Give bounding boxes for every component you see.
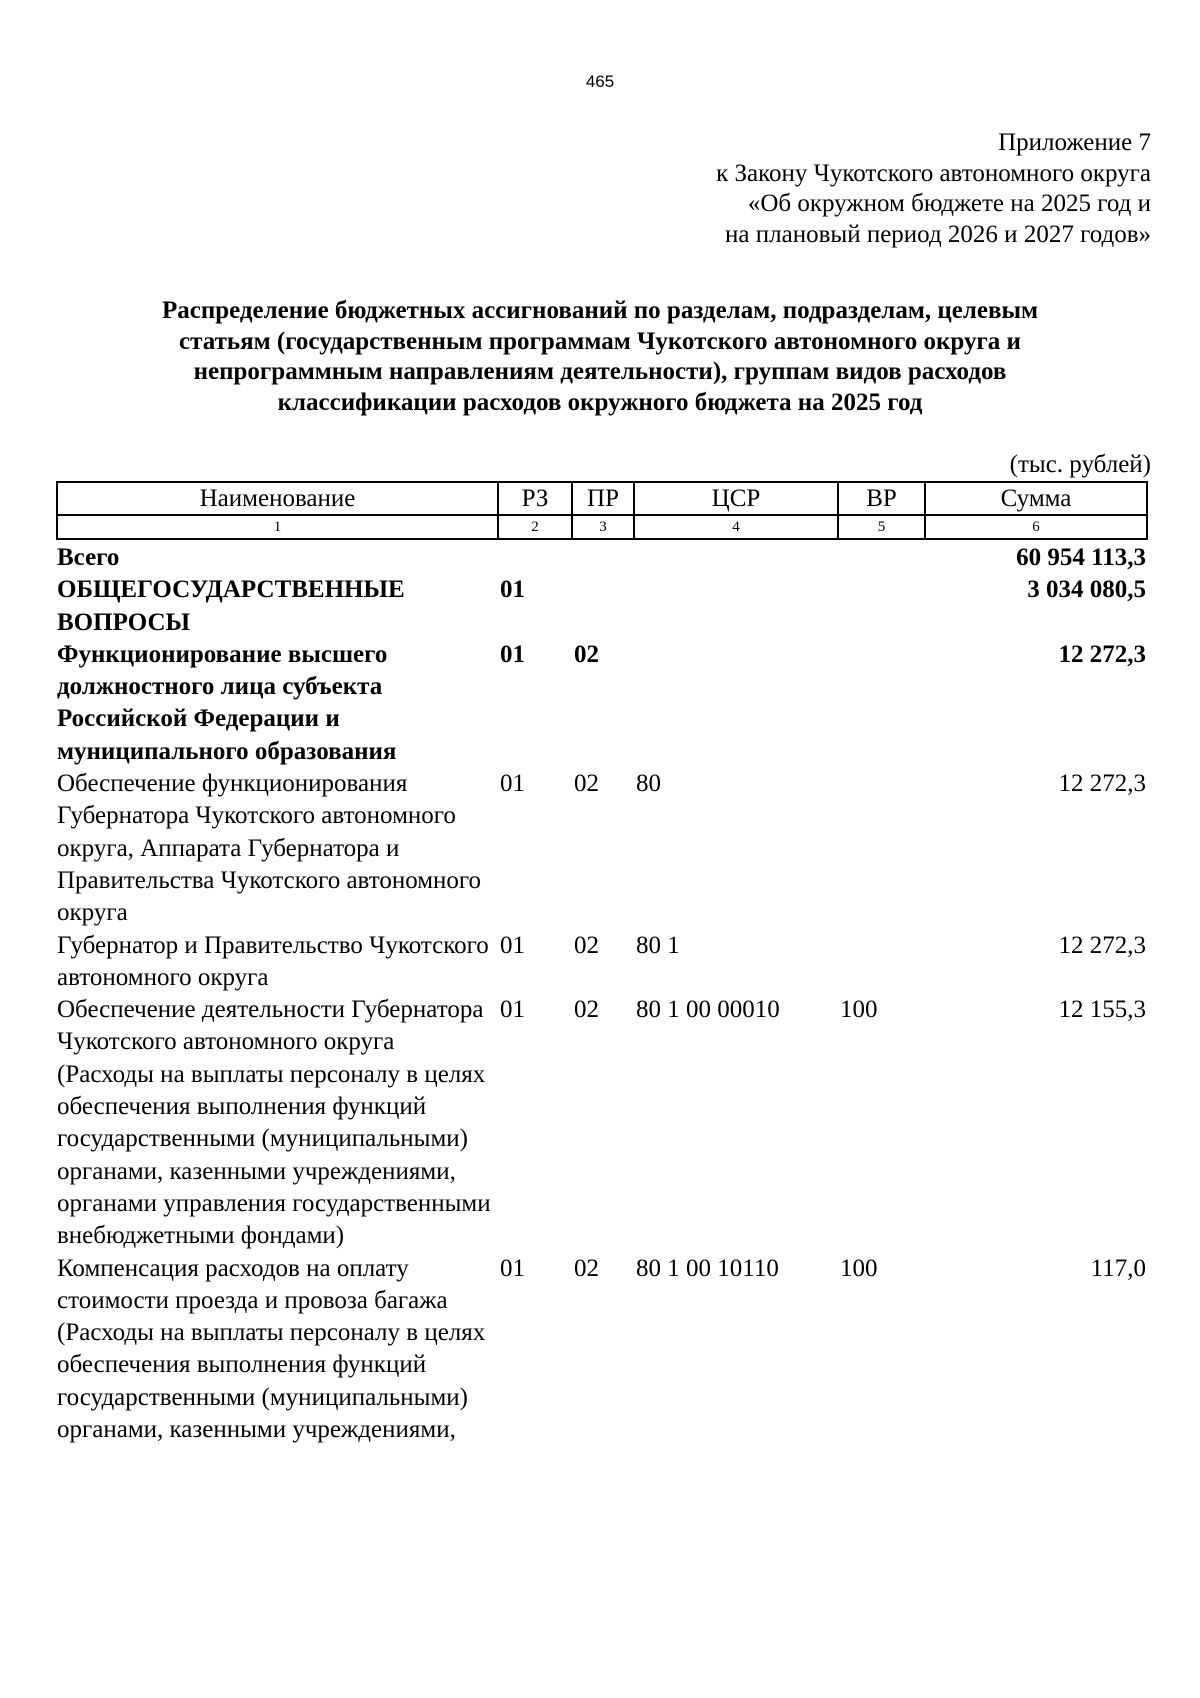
row-rz — [498, 539, 572, 574]
row-csr — [634, 639, 838, 768]
column-number: 3 — [572, 515, 634, 539]
appendix-reference — [716, 128, 1151, 250]
header-name: Наименование — [57, 482, 498, 515]
column-number: 1 — [57, 515, 498, 539]
row-vr — [838, 768, 925, 929]
row-csr — [634, 574, 838, 639]
row-rz: 01 — [500, 931, 525, 959]
row-rz: 01 — [500, 576, 525, 604]
row-sum: 3 034 080,5 — [1027, 576, 1146, 604]
row-vr — [838, 639, 925, 768]
row-name: ОБЩЕГОСУДАРСТВЕННЫЕ ВОПРОСЫ — [57, 576, 405, 636]
table-row — [57, 574, 1147, 639]
units-label: (тыс. рублей) — [1009, 451, 1151, 478]
column-number: 4 — [634, 515, 838, 539]
document-title — [60, 296, 1140, 418]
row-name: Всего — [57, 544, 120, 571]
row-rz: 01 — [500, 640, 525, 668]
row-pr: 02 — [574, 770, 599, 798]
row-rz: 01 — [500, 770, 525, 798]
row-pr — [572, 574, 634, 639]
row-csr: 80 1 — [636, 931, 680, 959]
appendix-line: к Закону Чукотского автономного округа — [716, 159, 1151, 187]
row-name: Губернатор и Правительство Чукотского автономного округа — [57, 931, 489, 991]
table-row — [57, 1253, 1147, 1447]
table-row — [57, 768, 1147, 929]
title-line: Распределение бюджетных ассигнований по разделам, подразделам, целевым — [161, 297, 1039, 324]
header-csr: ЦСР — [634, 482, 838, 515]
appendix-line: на плановый период 2026 и 2027 годов» — [725, 220, 1151, 248]
row-pr: 02 — [574, 640, 599, 668]
row-name: Компенсация расходов на оплату стоимости проезда и провоза багажа (Расходы на выплаты персоналу в целях обеспечения выполнения функций государственными (муниципальными) органами, казенными учреждениями, — [57, 1254, 486, 1444]
header-pr: ПР — [572, 482, 634, 515]
row-pr: 02 — [574, 1254, 599, 1282]
row-name: Обеспечение деятельности Губернатора Чукотского автономного округа (Расходы на выплаты персоналу в целях обеспечения выполнения функций государственными (муниципальными) органами, казенными учреждениями, органами управления государственными внебюджетными фондами) — [57, 996, 491, 1250]
row-name: Функционирование высшего должностного лица субъекта Российской Федерации и муниципального образования — [57, 640, 397, 765]
row-sum: 12 272,3 — [1058, 931, 1146, 959]
column-number: 5 — [838, 515, 925, 539]
header-vr: ВР — [838, 482, 925, 515]
title-line: классификации расходов окружного бюджета на 2025 год — [277, 388, 923, 416]
page-number: 465 — [585, 72, 615, 91]
column-number: 2 — [498, 515, 572, 539]
budget-table — [56, 481, 1148, 1446]
title-line: непрограммным направлениям деятельности), группам видов расходов — [193, 358, 1007, 385]
header-rz: РЗ — [498, 482, 572, 515]
column-number-row — [57, 515, 1147, 539]
row-csr: 80 — [636, 770, 661, 798]
row-vr: 100 — [840, 1254, 878, 1282]
table-row — [57, 539, 1147, 574]
title-line: статьям (государственным программам Чукотского автономного округа и — [179, 327, 1021, 355]
row-pr — [572, 539, 634, 574]
appendix-line: «Об окружном бюджете на 2025 год и — [747, 190, 1151, 217]
row-vr — [838, 574, 925, 639]
row-vr — [838, 930, 925, 995]
table-row — [57, 639, 1147, 768]
row-name: Обеспечение функционирования Губернатора Чукотского автономного округа, Аппарата Губернатора и Правительства Чукотского автономного округа — [57, 770, 482, 927]
row-csr: 80 1 00 00010 — [636, 996, 780, 1024]
row-pr: 02 — [574, 996, 599, 1024]
table-row — [57, 994, 1147, 1252]
row-sum: 60 954 113,3 — [1016, 544, 1146, 571]
row-csr: 80 1 00 10110 — [636, 1254, 779, 1282]
column-number: 6 — [925, 515, 1147, 539]
row-sum: 12 272,3 — [1058, 640, 1146, 668]
row-vr: 100 — [840, 996, 878, 1024]
row-sum: 117,0 — [1090, 1254, 1146, 1282]
appendix-line: Приложение 7 — [998, 129, 1151, 156]
row-sum: 12 272,3 — [1058, 770, 1146, 798]
table-header-row — [57, 482, 1147, 515]
row-rz: 01 — [500, 996, 525, 1024]
row-sum: 12 155,3 — [1058, 996, 1146, 1024]
row-vr — [838, 539, 925, 574]
row-rz: 01 — [500, 1254, 525, 1282]
table-row — [57, 930, 1147, 995]
row-csr — [634, 539, 838, 574]
row-pr: 02 — [574, 931, 599, 959]
header-sum: Сумма — [925, 482, 1147, 515]
